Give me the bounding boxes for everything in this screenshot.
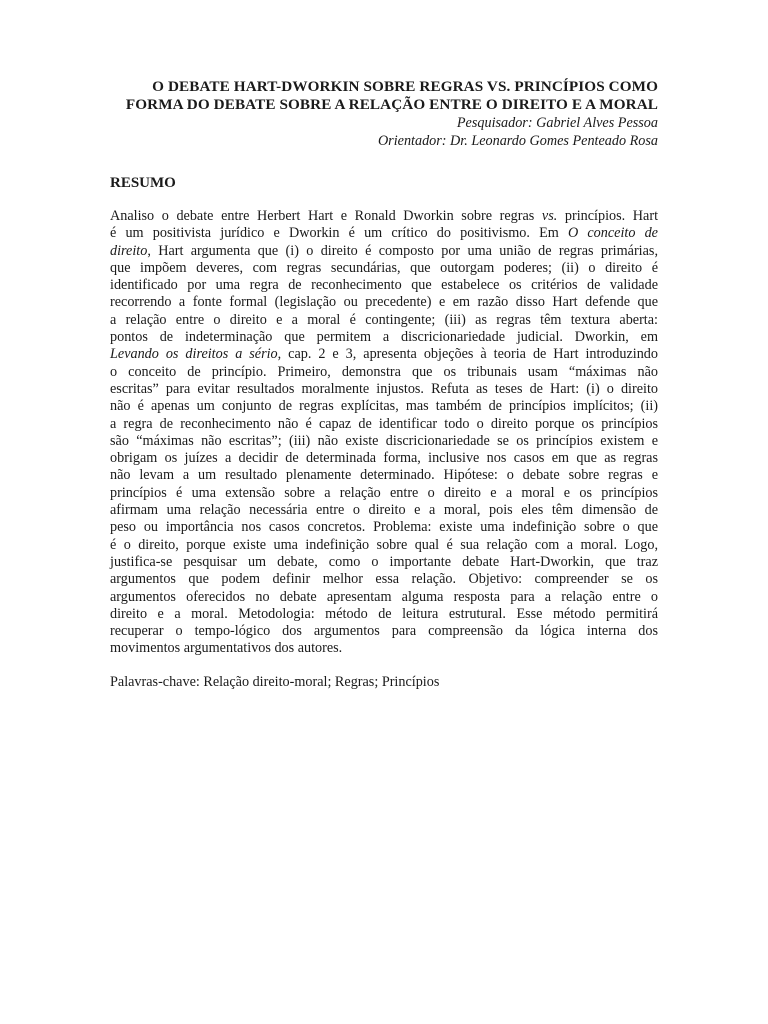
document-title <box>110 78 658 114</box>
abstract-line: direito e a moral. Metodologia: método de leitura estrutural. Esse método permitirá <box>110 605 658 622</box>
title-line-2: FORMA DO DEBATE SOBRE A RELAÇÃO ENTRE O DIREITO E A MORAL <box>125 96 658 113</box>
abstract-line: escritas” para evitar resultados moralmente injustos. Refuta as teses de Hart: (i) o direito <box>110 380 658 397</box>
abstract-line: afirmam uma relação necessária entre o direito e a moral, pois eles têm dimensão de <box>110 502 658 519</box>
abstract-line: pontos de indeterminação que permitem a discricionariedade judicial. Dworkin, em <box>110 329 658 346</box>
advisor-name: Orientador: Dr. Leonardo Gomes Penteado Rosa <box>377 133 658 149</box>
abstract-line: é o direito, porque existe uma indefinição sobre qual é sua relação com a moral. Logo, <box>110 536 658 553</box>
abstract-heading: RESUMO <box>110 175 176 191</box>
abstract-line: movimentos argumentativos dos autores. <box>110 640 343 657</box>
abstract-line: argumentos que podem definir melhor essa relação. Objetivo: compreender se os <box>110 571 658 588</box>
abstract-line: recuperar o tempo-lógico dos argumentos para compreensão da lógica interna dos <box>110 623 658 640</box>
abstract-line: são “máximas não escritas”; (iii) não existe discricionariedade se os princípios existem e <box>110 432 658 449</box>
researcher-name: Pesquisador: Gabriel Alves Pessoa <box>456 115 658 131</box>
abstract-line: que impõem deveres, com regras secundárias, que outorgam poderes; (ii) o direito é <box>110 259 658 276</box>
abstract-paragraph <box>110 208 658 658</box>
abstract-line: obrigam os juízes a decidir de determinada forma, inclusive nos casos em que as regras <box>110 450 658 467</box>
abstract-line: recorrendo a fonte formal (legislação ou precedente) e em razão disso Hart defende que <box>110 294 658 311</box>
abstract-line: é um positivista jurídico e Dworkin é um crítico do positivismo. Em O conceito de <box>110 225 658 242</box>
abstract-line: não é apenas um conjunto de regras explícitas, mas também de princípios implícitos; (ii) <box>110 398 658 415</box>
abstract-line: a regra de reconhecimento não é capaz de identificar todo o direito porque os princípios <box>110 415 658 432</box>
abstract-line: argumentos oferecidos no debate apresentam alguma resposta para a relação entre o <box>110 588 658 605</box>
document-page <box>110 78 658 691</box>
abstract-line: direito, Hart argumenta que (i) o direito é composto por uma união de regras primárias, <box>110 242 658 259</box>
abstract-line: peso ou importância nos casos concretos. Problema: existe uma indefinição sobre o que <box>110 519 658 536</box>
abstract-line: Levando os direitos a sério, cap. 2 e 3, apresenta objeções à teoria de Hart introduzindo <box>110 346 658 363</box>
abstract-line: a relação entre o direito e a moral é contingente; (iii) as regras têm textura aberta: <box>110 311 658 328</box>
keywords: Palavras-chave: Relação direito-moral; Regras; Princípios <box>110 673 440 690</box>
abstract-line: identificado por uma regra de reconhecimento que estabelece os critérios de validade <box>110 277 658 294</box>
abstract-line: o conceito de princípio. Primeiro, demonstra que os tribunais usam “máximas não <box>110 363 658 380</box>
title-line-1: O DEBATE HART-DWORKIN SOBRE REGRAS VS. PRINCÍPIOS COMO <box>152 78 658 95</box>
abstract-line: Analiso o debate entre Herbert Hart e Ronald Dworkin sobre regras vs. princípios. Hart <box>110 208 659 224</box>
abstract-line: princípios é uma extensão sobre a relação entre o direito e a moral e os princípios <box>110 484 658 501</box>
abstract-line: não levam a um resultado plenamente determinado. Hipótese: o debate sobre regras e <box>110 467 658 484</box>
abstract-line: justifica-se pesquisar um debate, como o importante debate Hart-Dworkin, que traz <box>110 553 658 570</box>
